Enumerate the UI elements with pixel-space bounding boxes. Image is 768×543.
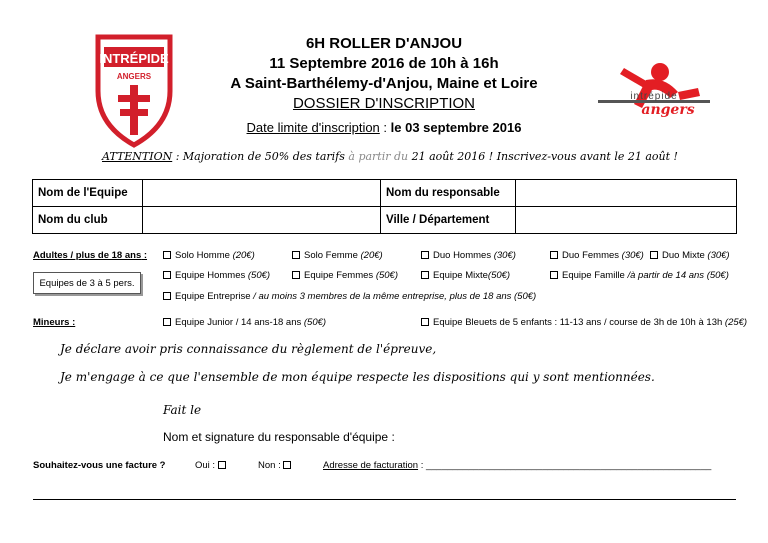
option-equipe-junior[interactable]: Equipe Junior / 14 ans-18 ans (50€): [163, 317, 326, 328]
attention-text-1: : Majoration de 50% des tarifs: [172, 150, 349, 163]
deadline-sep: :: [379, 120, 391, 135]
svg-text:angers: angers: [641, 102, 695, 118]
minors-label: Mineurs :: [33, 317, 76, 328]
table-row: [33, 207, 737, 234]
checkbox-icon[interactable]: [163, 251, 171, 259]
club-name-field[interactable]: [143, 207, 381, 234]
intrepide-angers-skater-logo: [594, 58, 714, 128]
checkbox-icon[interactable]: [218, 461, 226, 469]
checkbox-icon[interactable]: [292, 251, 300, 259]
team-name-field[interactable]: [143, 180, 381, 207]
invoice-no-option[interactable]: Non :: [258, 460, 295, 471]
option-equipe-bleuets[interactable]: Equipe Bleuets de 5 enfants : 11-13 ans / course de 3h de 10h à 13h (25€): [421, 317, 747, 328]
club-name-label: Nom du club: [33, 207, 143, 234]
option-equipe-famille[interactable]: Equipe Famille /à partir de 14 ans (50€): [550, 270, 729, 281]
checkbox-icon[interactable]: [421, 271, 429, 279]
adults-label: Adultes / plus de 18 ans :: [33, 250, 148, 261]
option-duo-mixte[interactable]: Duo Mixte (30€): [650, 250, 730, 261]
deadline-label: Date limite d'inscription: [246, 120, 380, 135]
declaration-line-1: Je déclare avoir pris connaissance du règlement de l'épreuve,: [60, 342, 437, 356]
svg-text:INTRÉPIDE: INTRÉPIDE: [99, 51, 169, 66]
checkbox-icon[interactable]: [163, 318, 171, 326]
attention-grey-text: à partir du: [348, 150, 409, 163]
checkbox-icon[interactable]: [421, 318, 429, 326]
invoice-question: Souhaitez-vous une facture ?: [33, 460, 166, 471]
checkbox-icon[interactable]: [283, 461, 291, 469]
signature-label: Nom et signature du responsable d'équipe :: [163, 430, 395, 444]
city-field[interactable]: [516, 207, 737, 234]
attention-text-2: 21 août 2016 ! Inscrivez-vous avant le 21 août !: [408, 150, 678, 163]
team-name-label: Nom de l'Equipe: [33, 180, 143, 207]
option-equipe-femmes[interactable]: Equipe Femmes (50€): [292, 270, 398, 281]
table-row: [33, 180, 737, 207]
checkbox-icon[interactable]: [292, 271, 300, 279]
checkbox-icon[interactable]: [650, 251, 658, 259]
attention-label: ATTENTION: [102, 150, 173, 163]
event-title: 6H ROLLER D'ANJOU: [305, 35, 463, 52]
billing-address-line: : ______________________________________________________: [418, 460, 712, 471]
checkbox-icon[interactable]: [163, 292, 171, 300]
billing-address-field[interactable]: [323, 460, 711, 471]
billing-address-label: Adresse de facturation: [323, 460, 419, 471]
event-date: 11 Septembre 2016 de 10h à 16h: [269, 55, 499, 72]
manager-name-label: Nom du responsable: [381, 180, 516, 207]
header-title-block: [200, 34, 568, 114]
option-duo-femmes[interactable]: Duo Femmes (30€): [550, 250, 644, 261]
checkbox-icon[interactable]: [550, 271, 558, 279]
svg-text:ANGERS: ANGERS: [116, 72, 152, 81]
invoice-yes-option[interactable]: Oui :: [195, 460, 230, 471]
option-solo-homme[interactable]: Solo Homme (20€): [163, 250, 255, 261]
intrepide-angers-shield-logo: [92, 33, 176, 149]
deadline-line: [200, 120, 568, 135]
bottom-divider: [33, 499, 736, 500]
equipes-size-note: Equipes de 3 à 5 pers.: [33, 272, 141, 294]
checkbox-icon[interactable]: [550, 251, 558, 259]
city-label: Ville / Département: [381, 207, 516, 234]
svg-text:intrépide: intrépide: [630, 91, 678, 102]
team-info-table: [32, 179, 737, 234]
option-equipe-entreprise[interactable]: Equipe Entreprise / au moins 3 membres de la même entreprise, plus de 18 ans (50€): [163, 291, 536, 302]
deadline-value: le 03 septembre 2016: [390, 120, 522, 135]
option-duo-hommes[interactable]: Duo Hommes (30€): [421, 250, 516, 261]
attention-notice: [40, 150, 740, 163]
option-equipe-mixte[interactable]: Equipe Mixte(50€): [421, 270, 510, 281]
option-solo-femme[interactable]: Solo Femme (20€): [292, 250, 383, 261]
manager-name-field[interactable]: [516, 180, 737, 207]
declaration-line-2: Je m'engage à ce que l'ensemble de mon équipe respecte les dispositions qui y sont mentionnées.: [60, 370, 655, 384]
option-equipe-hommes[interactable]: Equipe Hommes (50€): [163, 270, 270, 281]
document-title: DOSSIER D'INSCRIPTION: [292, 95, 476, 112]
fait-le-label: Fait le: [163, 403, 202, 417]
checkbox-icon[interactable]: [163, 271, 171, 279]
event-location: A Saint-Barthélemy-d'Anjou, Maine et Loire: [230, 75, 538, 92]
checkbox-icon[interactable]: [421, 251, 429, 259]
